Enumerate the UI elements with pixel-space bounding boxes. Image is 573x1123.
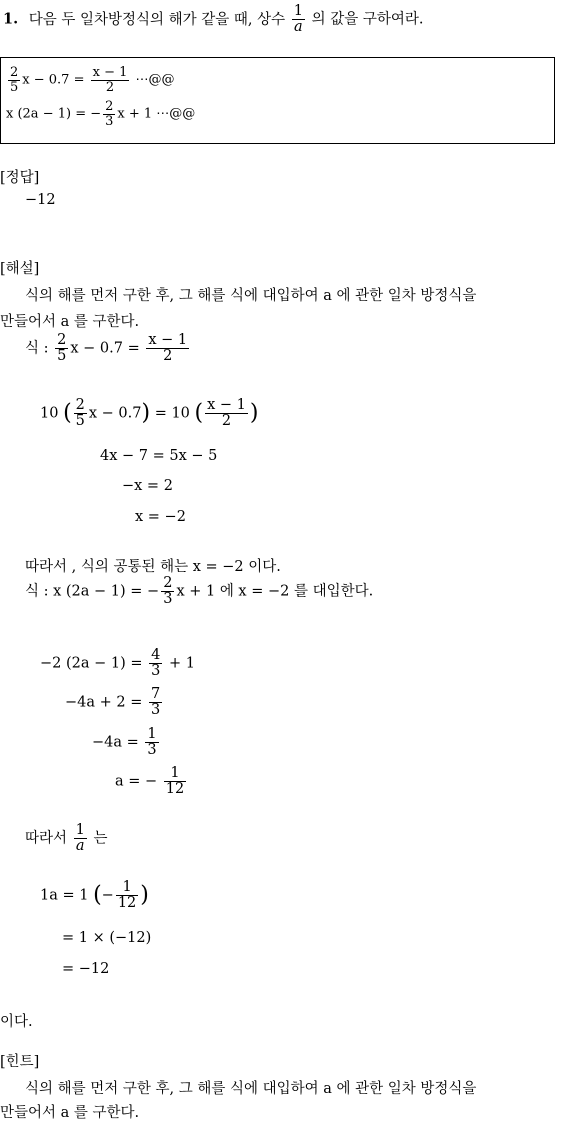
final-step-2: = 1 × (−12) <box>62 930 152 946</box>
step-1: 10 ( $\frac{2}{5}$ x − 0.7) = 10 ( $\frac{x - 1}{2}$ ) <box>40 397 259 430</box>
sub-step-1: −2 (2a − 1) = $\frac{4}{3}$ + 1 <box>40 647 195 680</box>
question-fraction: $\frac{1}{a}$ <box>293 3 303 36</box>
problem-number: 1. <box>3 10 19 28</box>
problem-line <box>3 4 423 35</box>
sub-step-3: −4a = $\frac{1}{3}$ <box>92 726 157 759</box>
sub-step-4: a = − $\frac{1}{12}$ <box>115 765 185 798</box>
sub-step-2: −4a + 2 = $\frac{7}{3}$ <box>65 686 161 719</box>
step-4: x = −2 <box>135 509 186 525</box>
hint-label: [힌트] <box>0 1054 40 1070</box>
answer-label: [정답] <box>0 170 40 186</box>
conclusion-1: 따라서 , 식의 공통된 해는 x = −2 이다. <box>25 559 281 575</box>
explanation-intro-1: 식의 해를 먼저 구한 후, 그 해를 식에 대입하여 a 에 관한 일차 방정식을 <box>25 288 477 304</box>
eq-label-1: 식 : $\frac{2}{5}$ x − 0.7 = $\frac{x - 1}{2}$ <box>25 332 188 365</box>
final-step-1: 1a = 1 (− $\frac{1}{12}$ ) <box>40 879 149 912</box>
problem-question: 다음 두 일차방정식의 해가 같을 때, 상수 <box>28 11 286 28</box>
eq-label-2: 식 : x (2a − 1) = − $\frac{2}{3}$ x + 1 에 x = −2 를 대입한다. <box>25 575 374 608</box>
answer-value: −12 <box>25 192 56 208</box>
hint-line-2: 만들어서 a 를 구한다. <box>0 1105 140 1121</box>
equation-2: x (2a − 1) = − $\frac{2}{3}$ x + 1 ⋯@@ <box>6 99 196 129</box>
step-3: −x = 2 <box>122 478 173 494</box>
explanation-label: [해설] <box>0 261 40 277</box>
final-step-3: = −12 <box>62 961 110 977</box>
therefore-line: 따라서 $\frac{1}{a}$ 는 <box>25 822 108 855</box>
explanation-intro-2: 만들어서 a 를 구한다. <box>0 314 140 330</box>
explanation-ending: 이다. <box>0 1014 33 1030</box>
step-2: 4x − 7 = 5x − 5 <box>100 448 218 464</box>
problem-question-end: 의 값을 구하여라. <box>311 11 424 28</box>
equation-1: $\frac{2}{5}$ x − 0.7 = $\frac{x - 1}{2}$ ⋯@@ <box>10 65 175 95</box>
hint-line-1: 식의 해를 먼저 구한 후, 그 해를 식에 대입하여 a 에 관한 일차 방정식을 <box>25 1081 477 1097</box>
